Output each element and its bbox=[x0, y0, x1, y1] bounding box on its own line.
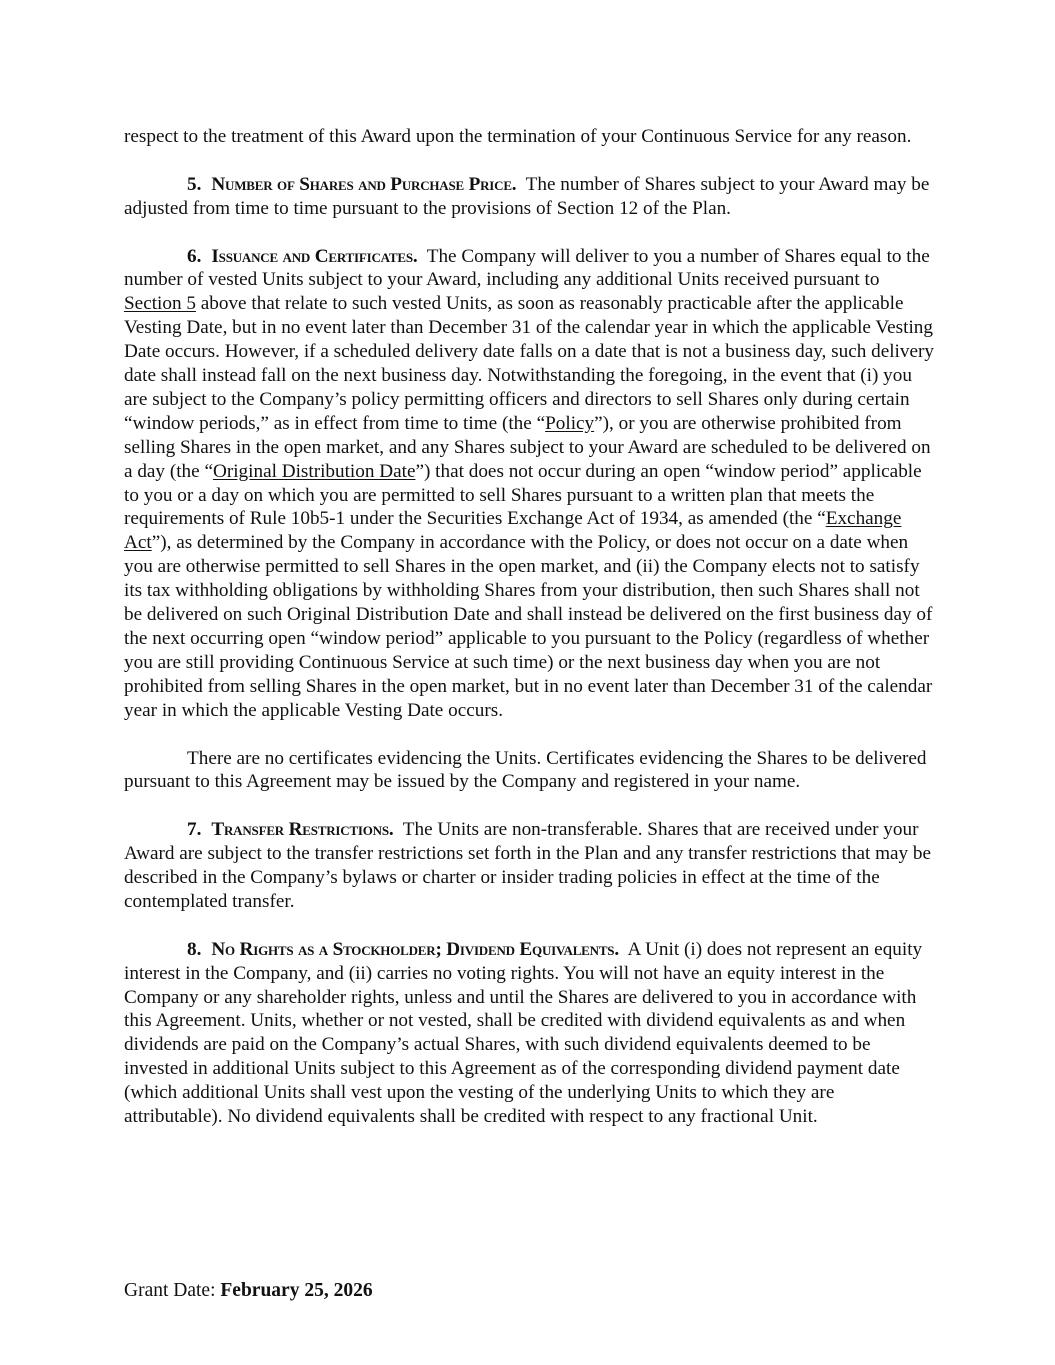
section-7 bbox=[124, 818, 936, 914]
section-heading: Number of Shares and Purchase Price. bbox=[211, 173, 517, 195]
section-body: A Unit (i) does not represent an equity interest in the Company, and (ii) carries no voting rights. You will not have an equity interest in the Company or any shareholder rights, unless and until the Shares are delivered to you in accordance with this Agreement. Units, whether or not vested, shall be credited with dividend equivalents as and when dividends are paid on the Company’s actual Shares, with such dividend equivalents deemed to be invested in additional Units subject to this Agreement as of the corresponding dividend payment date (which additional Units shall vest upon the vesting of the underlying Units to which they are attributable). No dividend equivalents shall be credited with respect to any fractional Unit. bbox=[124, 938, 923, 1128]
grant-date-value: February 25, 2026 bbox=[220, 1280, 373, 1301]
section-body-text: The Company will deliver to you a number of Shares equal to the number of vested Units subject to your Award, including any additional Units received pursuant to bbox=[124, 245, 930, 291]
section-body-text: ”) that does not occur during an open “window period” applicable to you or a day on which you are permitted to sell Shares pursuant to a written plan that meets the requirements of Rule 10b5-1 under the Securities Exchange Act of 1934, as amended (the “ bbox=[124, 460, 922, 530]
section-6-certificates-paragraph: There are no certificates evidencing the Units. Certificates evidencing the Shares to be delivered pursuant to this Agreement may be issued by the Company and registered in your name. bbox=[124, 747, 927, 793]
section-5-reference-link: Section 5 bbox=[124, 293, 196, 315]
document-page bbox=[124, 125, 936, 1153]
section-number: 8. bbox=[187, 938, 202, 960]
section-body-text: ”), as determined by the Company in accordance with the Policy, or does not occur on a date when you are otherwise permitted to sell Shares in the open market, and (ii) the Company elects not to satisfy its tax withholding obligations by withholding Shares from your distribution, then such Shares shall not be delivered on such Original Distribution Date and shall instead be delivered on the first business day of the next occurring open “window period” applicable to you pursuant to the Policy (regardless of whether you are still providing Continuous Service at such time) or the next business day when you are not prohibited from selling Shares in the open market, but in no event later than December 31 of the calendar year in which the applicable Vesting Date occurs. bbox=[124, 532, 933, 721]
intro-continuation: respect to the treatment of this Award upon the termination of your Continuous Service for any reason. bbox=[124, 126, 912, 147]
grant-date-label: Grant Date: bbox=[124, 1280, 221, 1301]
defined-term-policy: Policy bbox=[545, 412, 595, 434]
section-number: 7. bbox=[187, 819, 202, 841]
section-6 bbox=[124, 245, 936, 723]
grant-date-footer bbox=[124, 1279, 373, 1303]
defined-term-original-distribution-date: Original Distribution Date bbox=[212, 460, 416, 482]
section-heading: Transfer Restrictions. bbox=[211, 819, 394, 841]
section-5 bbox=[124, 173, 936, 221]
section-8 bbox=[124, 938, 936, 1129]
section-number: 6. bbox=[187, 245, 202, 267]
section-body: The number of Shares subject to your Award may be adjusted from time to time pursuant to the provisions of Section 12 of the Plan. bbox=[124, 173, 930, 219]
section-heading: No Rights as a Stockholder; Dividend Equivalents. bbox=[211, 938, 619, 960]
section-body-text: ”), or you are otherwise prohibited from selling Shares in the open market, and any Shares subject to your Award are scheduled to be delivered on a day (the “ bbox=[124, 412, 931, 482]
section-number: 5. bbox=[187, 173, 202, 195]
section-body-text: above that relate to such vested Units, as soon as reasonably practicable after the applicable Vesting Date, but in no event later than December 31 of the calendar year in which the applicable Vesting Date occurs. However, if a scheduled delivery date falls on a date that is not a business day, such delivery date shall instead fall on the next business day. Notwithstanding the foregoing, in the event that (i) you are subject to the Company’s policy permitting officers and directors to sell Shares only during certain “window periods,” as in effect from time to time (the “ bbox=[124, 293, 934, 434]
section-body: The Units are non-transferable. Shares that are received under your Award are subject to the transfer restrictions set forth in the Plan and any transfer restrictions that may be described in the Company’s bylaws or charter or insider trading policies in effect at the time of the contemplated transfer. bbox=[124, 819, 932, 912]
defined-term-exchange-act: Exchange Act bbox=[124, 508, 902, 554]
section-heading: Issuance and Certificates. bbox=[211, 245, 418, 267]
